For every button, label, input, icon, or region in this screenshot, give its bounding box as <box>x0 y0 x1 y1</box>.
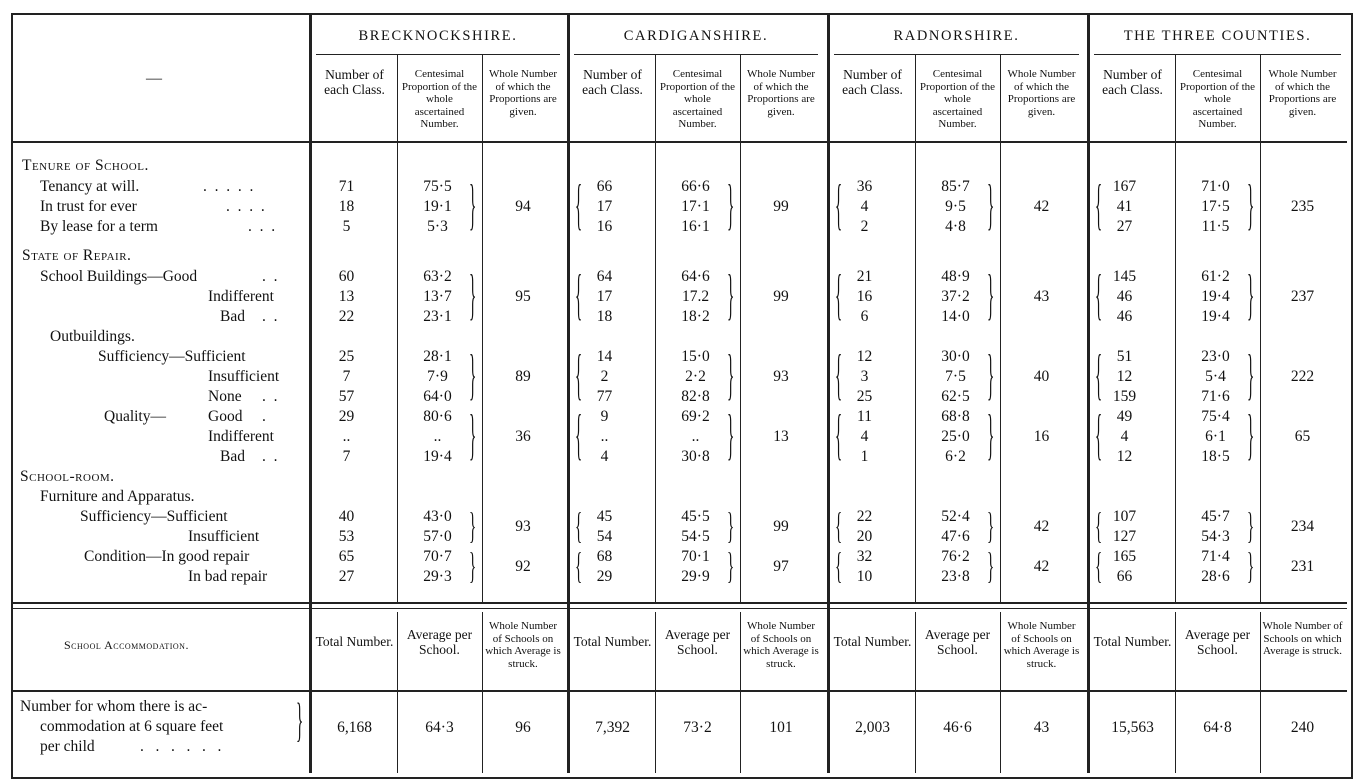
cell-number: 4 <box>1120 428 1129 445</box>
cell-proportion: 2·2 <box>685 368 706 385</box>
accommodation-value: 7,392 <box>595 719 630 736</box>
group-total: 93 <box>773 368 789 385</box>
group-total: 65 <box>1294 428 1311 445</box>
cell-proportion: 17·5 <box>1201 198 1230 215</box>
label-in-bad-repair: In bad repair <box>188 568 268 585</box>
col-header-average: Average per School. <box>924 627 991 657</box>
cell-proportion: 25·0 <box>941 428 970 445</box>
group-total: 40 <box>1033 368 1050 385</box>
opening-brace: { <box>835 348 843 408</box>
accommodation-value: 6,168 <box>337 719 372 736</box>
accommodation-value: 73·2 <box>683 719 712 736</box>
cell-proportion: 57·0 <box>423 528 452 545</box>
cell-number: 20 <box>856 528 873 545</box>
label-quality: Quality— <box>104 408 166 425</box>
column-divider-line <box>740 612 741 773</box>
cell-number: 54 <box>596 528 613 545</box>
col-header-schools: Whole Number of Schools on which Average is struck. <box>743 620 819 670</box>
group-total: 89 <box>515 368 531 385</box>
col-header-schools: Whole Number of Schools on which Average is struck. <box>1003 620 1080 670</box>
cell-number: 5 <box>342 218 351 235</box>
schoolroom-heading: School-room. <box>20 468 115 485</box>
cell-proportion: 17.2 <box>681 288 710 305</box>
county-name-c: CARDIGANSHIRE. <box>623 28 769 44</box>
group-total: 99 <box>773 518 789 535</box>
group-total: 93 <box>515 518 531 535</box>
accommodation-text-2: commodation at 6 square feet <box>40 718 224 735</box>
county-name-b: BRECKNOCKSHIRE. <box>358 28 518 44</box>
cell-number: 2 <box>860 218 869 235</box>
cell-proportion: 52·4 <box>941 508 970 525</box>
cell-number: 167 <box>1112 178 1137 195</box>
accommodation-value: 96 <box>515 719 531 736</box>
cell-proportion: 6·1 <box>1205 428 1226 445</box>
label-sufficiency: Sufficiency—Sufficient <box>98 348 246 365</box>
cell-number: 12 <box>1116 448 1133 465</box>
cell-proportion: 15·0 <box>681 348 710 365</box>
closing-brace: } <box>727 268 735 328</box>
closing-brace: } <box>469 508 477 548</box>
cell-proportion: 28·6 <box>1201 568 1230 585</box>
cell-number: 145 <box>1112 268 1137 285</box>
cell-proportion: 64·6 <box>681 268 710 285</box>
col-header-number: Number of each Class. <box>842 67 903 97</box>
cell-proportion: 37·2 <box>941 288 970 305</box>
cell-number: 41 <box>1116 198 1133 215</box>
opening-brace: { <box>1095 178 1103 238</box>
group-total: 235 <box>1290 198 1315 215</box>
cell-number: 29 <box>338 408 355 425</box>
cell-proportion: 19·1 <box>423 198 452 215</box>
cell-proportion: 75·4 <box>1201 408 1230 425</box>
cell-proportion: 54·5 <box>681 528 710 545</box>
cell-number: 4 <box>600 448 609 465</box>
repair-heading: State of Repair. <box>22 247 132 264</box>
col-header-number: Number of each Class. <box>582 67 643 97</box>
cell-proportion: 16·1 <box>681 218 710 235</box>
group-total: 237 <box>1290 288 1315 305</box>
col-header-total: Total Number. <box>833 634 912 649</box>
closing-brace: } <box>469 268 477 328</box>
cell-number: 16 <box>856 288 873 305</box>
group-total: 231 <box>1290 558 1315 575</box>
group-total: 36 <box>515 428 531 445</box>
label-bad: Bad <box>220 308 245 325</box>
accommodation-value: 43 <box>1033 719 1050 736</box>
closing-brace: } <box>469 408 477 468</box>
closing-brace: } <box>727 178 735 238</box>
section-divider-line <box>13 608 1347 609</box>
cell-proportion: 45·5 <box>681 508 710 525</box>
closing-brace: } <box>987 268 995 328</box>
cell-number: 17 <box>596 288 613 305</box>
col-header-total: Total Number. <box>315 634 394 649</box>
cell-proportion: 11·5 <box>1201 218 1230 235</box>
group-total: 13 <box>773 428 789 445</box>
opening-brace: { <box>835 548 843 588</box>
group-total: 42 <box>1033 518 1050 535</box>
col-header-centesimal: Centesimal Proportion of the whole ascertained Number. <box>919 68 996 130</box>
group-total: 94 <box>515 198 531 215</box>
label-none: None <box>208 388 242 405</box>
cell-proportion: 17·1 <box>681 198 710 215</box>
cell-number: 18 <box>338 198 355 215</box>
closing-brace: } <box>1247 508 1255 548</box>
accommodation-value: 64·8 <box>1203 719 1232 736</box>
label-brace: } <box>296 697 304 749</box>
col-header-average: Average per School. <box>664 627 731 657</box>
label-insufficient-2: Insufficient <box>188 528 260 545</box>
cell-proportion: 63·2 <box>423 268 452 285</box>
leader-dots: . . <box>262 448 278 465</box>
col-header-schools: Whole Number of Schools on which Average is struck. <box>485 620 561 670</box>
leader-dots: . . . . <box>226 198 265 215</box>
county-underline <box>574 54 818 55</box>
cell-number: 13 <box>338 288 355 305</box>
opening-brace: { <box>1095 408 1103 468</box>
cell-number: 3 <box>860 368 869 385</box>
cell-number: 6 <box>860 308 869 325</box>
cell-proportion: .. <box>691 428 700 445</box>
opening-brace: { <box>1095 508 1103 548</box>
opening-brace: { <box>1095 348 1103 408</box>
col-header-schools: Whole Number of Schools on which Average is struck. <box>1262 620 1343 657</box>
label-bad-2: Bad <box>220 448 245 465</box>
col-header-centesimal: Centesimal Proportion of the whole ascertained Number. <box>401 68 478 130</box>
cell-proportion: 48·9 <box>941 268 970 285</box>
group-total: 95 <box>515 288 531 305</box>
col-header-average: Average per School. <box>1184 627 1251 657</box>
cell-number: 22 <box>338 308 355 325</box>
group-total: 99 <box>773 198 789 215</box>
cell-number: 27 <box>1116 218 1133 235</box>
col-header-number: Number of each Class. <box>324 67 385 97</box>
cell-proportion: 5·3 <box>427 218 448 235</box>
cell-number: 66 <box>596 178 613 195</box>
cell-number: 16 <box>596 218 613 235</box>
opening-brace: { <box>1095 268 1103 328</box>
opening-brace: { <box>575 268 583 328</box>
cell-number: 64 <box>596 268 613 285</box>
label-insufficient: Insufficient <box>208 368 280 385</box>
opening-brace: { <box>575 548 583 588</box>
closing-brace: } <box>1247 268 1255 328</box>
col-header-whole: Whole Number of which the Proportions are given. <box>488 68 558 118</box>
cell-proportion: 45·7 <box>1201 508 1230 525</box>
col-header-centesimal: Centesimal Proportion of the whole ascertained Number. <box>1179 68 1256 130</box>
accommodation-value: 46·6 <box>943 719 972 736</box>
cell-number: 14 <box>596 348 613 365</box>
leader-dots: . . <box>262 388 278 405</box>
section-divider-line <box>13 602 1347 604</box>
cell-number: 2 <box>600 368 609 385</box>
cell-proportion: 23·1 <box>423 308 452 325</box>
cell-number: 18 <box>596 308 613 325</box>
label-outbuildings: Outbuildings. <box>50 328 135 345</box>
cell-proportion: 70·7 <box>423 548 452 565</box>
cell-proportion: 4·8 <box>945 218 966 235</box>
county-underline <box>1094 54 1341 55</box>
cell-number: .. <box>342 428 351 445</box>
cell-proportion: 30·8 <box>681 448 710 465</box>
closing-brace: } <box>469 348 477 408</box>
closing-brace: } <box>987 548 995 588</box>
col-header-total: Total Number. <box>573 634 652 649</box>
cell-proportion: 7·5 <box>945 368 966 385</box>
cell-number: 11 <box>857 408 872 425</box>
cell-number: 165 <box>1112 548 1137 565</box>
closing-brace: } <box>987 348 995 408</box>
cell-proportion: 23·0 <box>1201 348 1230 365</box>
cell-proportion: 47·6 <box>941 528 970 545</box>
accommodation-text-1: Number for whom there is ac- <box>20 698 208 715</box>
col-header-centesimal: Centesimal Proportion of the whole ascertained Number. <box>659 68 736 130</box>
county-name-r: RADNORSHIRE. <box>893 28 1020 44</box>
group-total: 234 <box>1290 518 1315 535</box>
col-header-whole: Whole Number of which the Proportions are given. <box>1007 68 1076 118</box>
closing-brace: } <box>727 348 735 408</box>
cell-number: 7 <box>342 448 351 465</box>
label-sufficiency-2: Sufficiency—Sufficient <box>80 508 228 525</box>
cell-number: 68 <box>596 548 613 565</box>
label-good: Good <box>208 408 243 425</box>
cell-number: 25 <box>338 348 355 365</box>
cell-number: 25 <box>856 388 873 405</box>
closing-brace: } <box>469 548 477 588</box>
closing-brace: } <box>1247 408 1255 468</box>
closing-brace: } <box>727 408 735 468</box>
col-header-whole: Whole Number of which the Proportions are given. <box>1268 68 1337 118</box>
cell-number: 22 <box>856 508 873 525</box>
cell-number: 4 <box>860 428 869 445</box>
accommodation-header-line <box>13 690 1347 692</box>
closing-brace: } <box>987 508 995 548</box>
cell-number: 107 <box>1112 508 1137 525</box>
cell-proportion: 5·4 <box>1205 368 1226 385</box>
cell-number: 66 <box>1116 568 1133 585</box>
cell-proportion: 71·4 <box>1201 548 1230 565</box>
cell-proportion: 82·8 <box>681 388 710 405</box>
county-underline <box>316 54 560 55</box>
cell-number: 45 <box>596 508 613 525</box>
column-divider-line <box>482 612 483 773</box>
cell-number: 4 <box>860 198 869 215</box>
col-header-number: Number of each Class. <box>1102 67 1163 97</box>
cell-number: 53 <box>338 528 355 545</box>
cell-number: 7 <box>342 368 351 385</box>
cell-number: 77 <box>596 388 613 405</box>
header-bottom-line <box>13 141 1347 143</box>
cell-proportion: 29·3 <box>423 568 452 585</box>
cell-proportion: 18·2 <box>681 308 710 325</box>
cell-number: 9 <box>600 408 609 425</box>
cell-number: 29 <box>596 568 613 585</box>
opening-brace: { <box>835 408 843 468</box>
label-indifferent-2: Indifferent <box>208 428 274 445</box>
cell-proportion: 18·5 <box>1201 448 1230 465</box>
opening-brace: { <box>835 508 843 548</box>
leader-dots: . . . <box>248 218 276 235</box>
county-underline <box>834 54 1079 55</box>
cell-number: 46 <box>1116 288 1133 305</box>
accommodation-value: 2,003 <box>855 719 890 736</box>
group-total: 43 <box>1033 288 1050 305</box>
closing-brace: } <box>1247 348 1255 408</box>
label-lease: By lease for a term <box>40 218 158 235</box>
cell-number: 159 <box>1112 388 1137 405</box>
opening-brace: { <box>575 178 583 238</box>
cell-proportion: 9·5 <box>945 198 966 215</box>
closing-brace: } <box>1247 178 1255 238</box>
cell-number: 51 <box>1116 348 1133 365</box>
cell-number: 71 <box>338 178 355 195</box>
cell-proportion: 30·0 <box>941 348 970 365</box>
cell-number: 17 <box>596 198 613 215</box>
group-total: 222 <box>1290 368 1315 385</box>
cell-proportion: 61·2 <box>1201 268 1230 285</box>
opening-brace: { <box>575 348 583 408</box>
closing-brace: } <box>987 178 995 238</box>
label-condition-good: Condition—In good repair <box>84 548 250 565</box>
cell-proportion: 54·3 <box>1201 528 1230 545</box>
cell-number: 46 <box>1116 308 1133 325</box>
cell-number: 10 <box>856 568 873 585</box>
cell-proportion: 71·6 <box>1201 388 1230 405</box>
label-tenancy: Tenancy at will. <box>40 178 140 195</box>
cell-proportion: 68·8 <box>941 408 970 425</box>
cell-number: 57 <box>338 388 355 405</box>
leader-dots: . <box>262 408 266 425</box>
column-divider-line <box>1260 612 1261 773</box>
cell-proportion: 62·5 <box>941 388 970 405</box>
col-header-total: Total Number. <box>1093 634 1172 649</box>
cell-number: 27 <box>338 568 355 585</box>
tenure-heading: Tenure of School. <box>22 157 149 174</box>
cell-proportion: 76·2 <box>941 548 970 565</box>
leader-dots: . . <box>262 268 278 285</box>
label-furniture: Furniture and Apparatus. <box>40 488 195 505</box>
cell-proportion: 28·1 <box>423 348 452 365</box>
cell-number: .. <box>600 428 609 445</box>
group-total: 92 <box>515 558 531 575</box>
column-divider-line <box>1000 612 1001 773</box>
leader-dots: . . <box>262 308 278 325</box>
label-trust: In trust for ever <box>40 198 137 215</box>
closing-brace: } <box>987 408 995 468</box>
col-header-average: Average per School. <box>406 627 473 657</box>
label-indifferent: Indifferent <box>208 288 274 305</box>
cell-number: 49 <box>1116 408 1133 425</box>
cell-proportion: 13·7 <box>423 288 452 305</box>
closing-brace: } <box>1247 548 1255 588</box>
cell-number: 12 <box>856 348 873 365</box>
cell-number: 60 <box>338 268 355 285</box>
col-header-whole: Whole Number of which the Proportions are given. <box>746 68 816 118</box>
accommodation-text-3: per child <box>40 738 95 755</box>
leader-dots: . . . . . <box>203 178 254 195</box>
cell-proportion: 19·4 <box>1201 308 1230 325</box>
leader-dots: . . . . . . <box>140 738 222 755</box>
cell-proportion: 19·4 <box>423 448 452 465</box>
cell-proportion: 43·0 <box>423 508 452 525</box>
opening-brace: { <box>575 508 583 548</box>
group-total: 97 <box>773 558 789 575</box>
cell-number: 40 <box>338 508 355 525</box>
cell-proportion: 66·6 <box>681 178 710 195</box>
label-buildings-good: School Buildings—Good <box>40 268 198 285</box>
cell-proportion: 14·0 <box>941 308 970 325</box>
header-dash: — <box>146 70 162 87</box>
cell-proportion: 75·5 <box>423 178 452 195</box>
opening-brace: { <box>835 268 843 328</box>
cell-proportion: 69·2 <box>681 408 710 425</box>
cell-proportion: 71·0 <box>1201 178 1230 195</box>
opening-brace: { <box>1095 548 1103 588</box>
cell-number: 1 <box>860 448 869 465</box>
closing-brace: } <box>727 548 735 588</box>
group-total: 99 <box>773 288 789 305</box>
accommodation-value: 15,563 <box>1111 719 1154 736</box>
county-name-t: THE THREE COUNTIES. <box>1123 28 1312 44</box>
cell-proportion: 70·1 <box>681 548 710 565</box>
cell-proportion: .. <box>433 428 442 445</box>
cell-proportion: 29·9 <box>681 568 710 585</box>
cell-number: 12 <box>1116 368 1133 385</box>
cell-number: 21 <box>856 268 873 285</box>
cell-proportion: 7·9 <box>427 368 448 385</box>
accommodation-heading: School Accommodation. <box>64 638 189 652</box>
cell-proportion: 23·8 <box>941 568 970 585</box>
closing-brace: } <box>469 178 477 238</box>
group-total: 16 <box>1033 428 1050 445</box>
cell-number: 127 <box>1112 528 1137 545</box>
closing-brace: } <box>727 508 735 548</box>
group-total: 42 <box>1033 558 1050 575</box>
cell-proportion: 19·4 <box>1201 288 1230 305</box>
cell-number: 36 <box>856 178 873 195</box>
cell-proportion: 80·6 <box>423 408 452 425</box>
cell-proportion: 85·7 <box>941 178 970 195</box>
group-total: 42 <box>1033 198 1050 215</box>
cell-number: 65 <box>338 548 355 565</box>
cell-proportion: 6·2 <box>945 448 966 465</box>
cell-proportion: 64·0 <box>423 388 452 405</box>
accommodation-value: 64·3 <box>425 719 454 736</box>
accommodation-value: 101 <box>769 719 793 736</box>
opening-brace: { <box>575 408 583 468</box>
cell-number: 32 <box>856 548 873 565</box>
opening-brace: { <box>835 178 843 238</box>
accommodation-value: 240 <box>1290 719 1315 736</box>
